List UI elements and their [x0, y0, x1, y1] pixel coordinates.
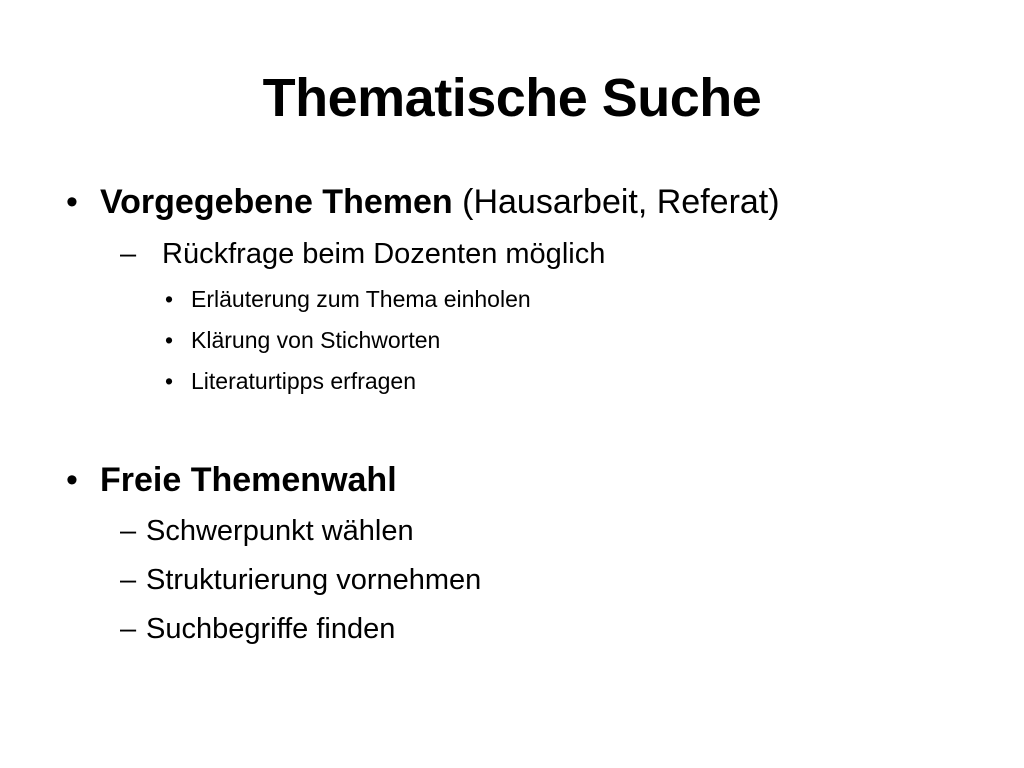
- dash-marker: –: [120, 238, 137, 270]
- bullet-heading-bold: Freie Themenwahl: [100, 461, 397, 499]
- sub-item: [120, 561, 481, 599]
- bullet-marker: •: [66, 183, 78, 221]
- sub-item-text: Schwerpunkt wählen: [146, 515, 414, 547]
- sub-item-text: Rückfrage beim Dozenten möglich: [154, 238, 606, 270]
- sub-item-rueckfrage: [120, 235, 605, 273]
- bullet-marker: •: [165, 368, 174, 394]
- list-item: [165, 325, 440, 355]
- bullet-marker: •: [165, 327, 174, 353]
- bullet-freie-themenwahl: [66, 458, 397, 502]
- bullet-marker: •: [66, 461, 78, 499]
- list-item-text: Erläuterung zum Thema einholen: [191, 286, 531, 312]
- dash-marker: –: [120, 564, 137, 596]
- slide-title: Thematische Suche: [262, 68, 762, 128]
- dash-marker: –: [120, 515, 137, 547]
- list-item: [165, 284, 531, 314]
- list-item-text: Klärung von Stichworten: [191, 327, 441, 353]
- list-item: [165, 366, 416, 396]
- sub-item: [120, 610, 395, 648]
- bullet-heading-bold: Vorgegebene Themen: [100, 183, 453, 221]
- sub-item-text: Suchbegriffe finden: [146, 613, 396, 645]
- dash-marker: –: [120, 613, 137, 645]
- list-item-text: Literaturtipps erfragen: [191, 368, 417, 394]
- sub-item: [120, 512, 414, 550]
- bullet-marker: •: [165, 286, 174, 312]
- bullet-heading-rest: (Hausarbeit, Referat): [452, 183, 780, 221]
- bullet-vorgegebene-themen: [66, 180, 780, 224]
- sub-item-text: Strukturierung vornehmen: [146, 564, 482, 596]
